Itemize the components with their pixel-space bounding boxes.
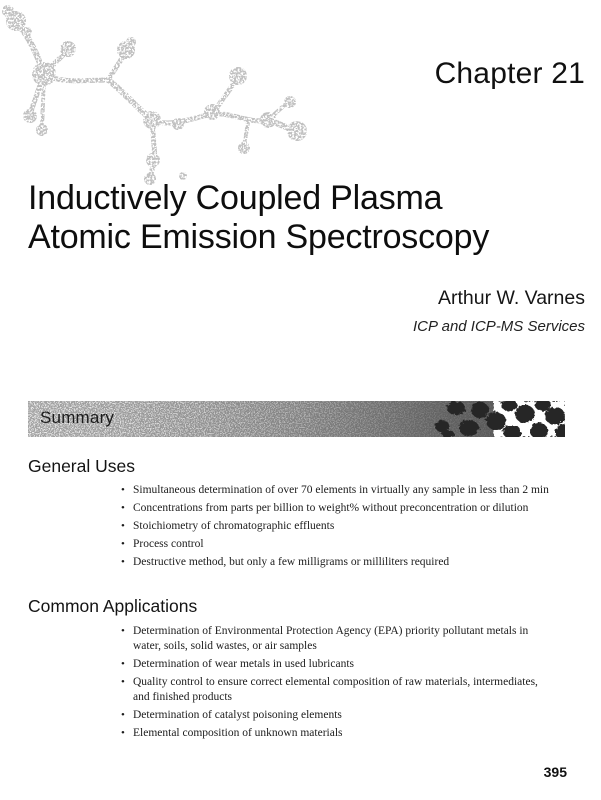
author-name: Arthur W. Varnes: [437, 287, 585, 309]
section-heading-general-uses: General Uses: [28, 456, 135, 476]
summary-bar-label: Summary: [40, 408, 115, 427]
bullet-icon: •: [121, 484, 125, 496]
bullet-icon: •: [121, 556, 125, 568]
list-item: • Process control: [121, 538, 204, 550]
bullet-icon: •: [121, 709, 125, 721]
bullet-icon: •: [121, 502, 125, 514]
list-item: • Elemental composition of unknown materials: [121, 727, 343, 739]
page-title-line2: Atomic Emission Spectroscopy: [28, 218, 490, 256]
chapter-label: Chapter 21: [434, 57, 585, 90]
general-uses-list: [121, 483, 549, 573]
list-item: • Destructive method, but only a few milligrams or milliliters required: [121, 556, 450, 568]
page-title-line1: Inductively Coupled Plasma: [28, 179, 443, 217]
list-item: • Concentrations from parts per billion to weight% without preconcentration or dilution: [121, 502, 529, 514]
list-item: • Simultaneous determination of over 70 elements in virtually any sample in less than 2 min: [121, 484, 549, 496]
bullet-icon: •: [121, 676, 125, 688]
list-item: • Determination of catalyst poisoning elements: [121, 709, 342, 721]
list-item: • Determination of wear metals in used lubricants: [121, 658, 354, 670]
list-item: • Quality control to ensure correct elemental composition of raw materials, intermediates, and finished products: [121, 676, 538, 703]
section-heading-common-applications: Common Applications: [28, 596, 198, 616]
list-item: • Stoichiometry of chromatographic effluents: [121, 520, 335, 532]
summary-section-bar: [28, 401, 565, 437]
bullet-icon: •: [121, 520, 125, 532]
dendrite-speckle-image: [0, 2, 315, 193]
list-item: • Determination of Environmental Protection Agency (EPA) priority pollutant metals in water, soils, solid wastes, or air samples: [121, 625, 529, 652]
bullet-icon: •: [121, 658, 125, 670]
bullet-icon: •: [121, 625, 125, 637]
page-number: 395: [543, 764, 567, 780]
common-applications-list: [121, 624, 538, 744]
bullet-icon: •: [121, 538, 125, 550]
page-title: [28, 179, 489, 257]
author-affiliation: ICP and ICP-MS Services: [413, 318, 585, 335]
bullet-icon: •: [121, 727, 125, 739]
